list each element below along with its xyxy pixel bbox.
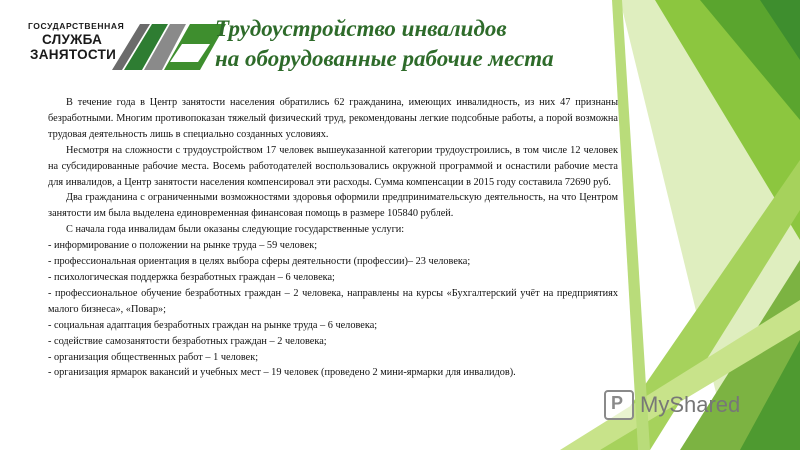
slide-title [215, 14, 635, 74]
paragraph: С начала года инвалидам были оказаны следующие государственные услуги: [66, 224, 405, 236]
watermark [604, 388, 740, 422]
list-item: - организация общественных работ – 1 человек; [48, 351, 259, 363]
logo-emblem-icon [110, 22, 228, 72]
logo-text-line3: ЗАНЯТОСТИ [30, 47, 117, 62]
logo-text-line1: ГОСУДАРСТВЕННАЯ [28, 21, 125, 31]
paragraph: Несмотря на сложности с трудоустройством 17 человек вышеуказанной категории трудоустроились, в том числе 12 человек на субсидированные рабочие места. Восемь работодателей воспользовались окружной программой и оснастили рабочие места для инвалидов, а Центр занятости населения компенсировал эти расходы. Сумма компенсации в 2015 году составила 72690 руб. [48, 144, 618, 188]
watermark-logo-icon: P [604, 390, 634, 420]
watermark-text: MyShared [640, 392, 741, 417]
logo [28, 20, 228, 76]
list-item: - психологическая поддержка безработных граждан – 6 человека; [48, 271, 335, 283]
title-line-1: Трудоустройство инвалидов [215, 16, 507, 41]
list-item: - социальная адаптация безработных граждан на рынке труда – 6 человека; [48, 319, 378, 331]
title-line-2: на оборудованные рабочие места [215, 46, 554, 71]
list-item: - содействие самозанятости безработных граждан – 2 человека; [48, 335, 327, 347]
list-item: - информирование о положении на рынке труда – 59 человек; [48, 240, 318, 252]
paragraph: В течение года в Центр занятости населения обратились 62 гражданина, имеющих инвалидность, из них 47 признаны безработными. Многим противопоказан тяжелый физический труд, рекомендованы легкие подсобные работы, а порой возможна трудовая деятельность лишь в специально созданных условиях. [48, 97, 618, 140]
list-item: - организация ярмарок вакансий и учебных мест – 19 человек (проведено 2 мини-ярмарки для инвалидов). [48, 367, 516, 379]
body-text [48, 95, 618, 381]
logo-text-line2: СЛУЖБА [42, 32, 103, 47]
list-item: - профессиональная ориентация в целях выбора сферы деятельности (профессии)– 23 человека; [48, 256, 471, 268]
list-item: - профессиональное обучение безработных граждан – 2 человека, направлены на курсы «Бухгалтерский учёт на предприятиях малого бизнеса», «Повар»; [48, 287, 618, 315]
paragraph: Два гражданина с ограниченными возможностями здоровья оформили предпринимательскую деятельность, на что Центром занятости им была выделена единовременная финансовая помощь в размере 105840 рублей. [48, 192, 618, 220]
